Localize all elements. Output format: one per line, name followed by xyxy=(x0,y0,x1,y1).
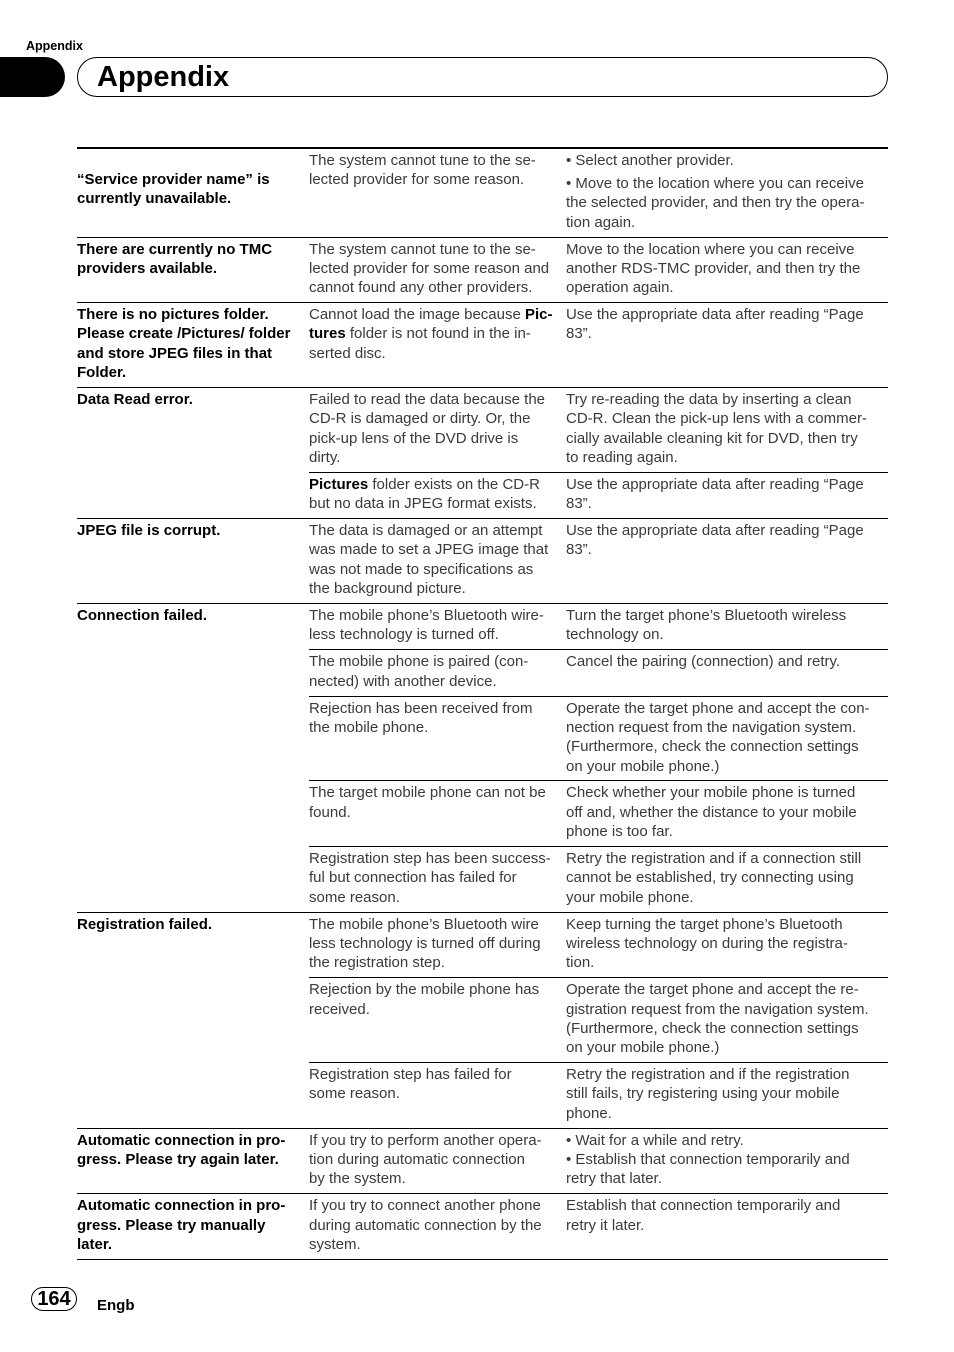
error-cause: The data is damaged or an attempt was made to set a JPEG image that was not made to specifications as the background picture. xyxy=(309,522,549,598)
error-action: Move to the location where you can receive another RDS-TMC provider, and then try the operation again. xyxy=(566,240,861,297)
error-cause: Failed to read the data because the CD-R is damaged or dirty. Or, the pick-up lens of the DVD drive is dirty. xyxy=(309,391,546,466)
table-row xyxy=(77,237,888,303)
table-entry xyxy=(309,649,888,695)
table-row xyxy=(77,302,888,387)
section-title-box xyxy=(77,57,888,97)
row-entries xyxy=(309,913,888,1128)
error-message: Automatic connection in pro- gress. Please try again later. xyxy=(77,1131,286,1168)
row-entries xyxy=(309,519,888,603)
text-run: folder exists on the CD-R but no data in JPEG format exists. xyxy=(309,475,540,513)
text-run: Cannot load the image because xyxy=(309,306,525,324)
error-action: Use the appropriate data after reading “Page 83”. xyxy=(566,522,864,559)
error-action: Check whether your mobile phone is turned off and, whether the distance to your mobile phone is too far. xyxy=(566,784,857,841)
error-message: Registration failed. xyxy=(77,915,213,933)
emphasized-term: Pic- tures xyxy=(309,306,553,343)
error-cause: If you try to connect another phone during automatic connection by the system. xyxy=(309,1197,542,1253)
table-row xyxy=(77,387,888,518)
error-action: • Wait for a while and retry. • Establish that connection temporarily and retry that later. xyxy=(566,1131,850,1188)
page-number: 164 xyxy=(37,1288,71,1310)
error-cause xyxy=(309,303,566,368)
error-action: Establish that connection temporarily and retry it later. xyxy=(566,1197,841,1234)
running-head: Appendix xyxy=(26,39,83,53)
error-action-paragraph: • Select another provider. xyxy=(566,152,734,169)
table-row xyxy=(77,518,888,603)
error-cause: Rejection by the mobile phone has received. xyxy=(309,981,540,1018)
language-code: Engb xyxy=(97,1297,135,1314)
error-cause: The mobile phone is paired (con- nected) with another device. xyxy=(309,653,529,690)
error-cause: Registration step has failed for some reason. xyxy=(309,1066,512,1103)
table-row xyxy=(77,603,888,912)
page-number-badge xyxy=(31,1287,77,1311)
error-action: Retry the registration and if a connection still cannot be established, try connecting using your mobile phone. xyxy=(566,850,862,906)
error-action: Cancel the pairing (connection) and retry. xyxy=(566,653,841,671)
table-row xyxy=(77,149,888,237)
error-cause: Registration step has been success- ful but connection has failed for some reason. xyxy=(309,850,551,906)
error-cause: Rejection has been received from the mobile phone. xyxy=(309,699,533,736)
table-entry xyxy=(309,1194,888,1259)
table-row xyxy=(77,1128,888,1194)
table-entry xyxy=(309,846,888,912)
error-cause: The mobile phone’s Bluetooth wire- less technology is turned off. xyxy=(309,607,544,644)
error-action: Operate the target phone and accept the re- gistration request from the navigation system. (Furthermore, check the connection settings on your mobile phone.) xyxy=(566,981,869,1057)
row-entries xyxy=(309,149,888,237)
table-entry xyxy=(309,780,888,846)
error-cause xyxy=(309,473,566,518)
error-cause: If you try to perform another opera- tion during automatic connection by the system. xyxy=(309,1131,542,1188)
row-entries xyxy=(309,238,888,303)
error-action xyxy=(566,149,888,237)
table-entry xyxy=(309,604,888,649)
row-entries xyxy=(309,1194,888,1259)
emphasized-term: Pictures xyxy=(309,475,369,493)
error-table xyxy=(77,147,888,1260)
table-entry xyxy=(309,472,888,518)
error-message: Automatic connection in pro- gress. Please try manually later. xyxy=(77,1197,286,1253)
table-entry xyxy=(309,238,888,303)
text-run: folder is not found in the in- serted disc. xyxy=(309,325,531,362)
error-message: Connection failed. xyxy=(77,607,208,625)
error-message: There is no pictures folder. Please create /Pictures/ folder and store JPEG files in that Folder. xyxy=(77,306,291,382)
table-entry xyxy=(309,149,888,237)
table-entry xyxy=(309,303,888,368)
error-message: Data Read error. xyxy=(77,391,193,409)
table-entry xyxy=(309,1129,888,1194)
error-action: Use the appropriate data after reading “Page 83”. xyxy=(566,306,864,343)
error-action: Keep turning the target phone’s Bluetooth wireless technology on during the registra- tion. xyxy=(566,915,848,972)
error-action: Retry the registration and if the registration still fails, try registering using your mobile phone. xyxy=(566,1066,850,1122)
error-cause: The target mobile phone can not be found. xyxy=(309,784,546,821)
error-action: Use the appropriate data after reading “Page 83”. xyxy=(566,475,864,513)
error-message: There are currently no TMC providers available. xyxy=(77,240,273,277)
error-action: Try re-reading the data by inserting a clean CD-R. Clean the pick-up lens with a commer- cially available cleaning kit for DVD, then try to reading again. xyxy=(566,391,867,466)
error-message: JPEG file is corrupt. xyxy=(77,522,221,540)
section-title: Appendix xyxy=(97,61,230,93)
table-entry xyxy=(309,977,888,1062)
section-tab-marker xyxy=(0,57,65,97)
error-cause: The system cannot tune to the se- lected provider for some reason and cannot found any other providers. xyxy=(309,240,550,297)
row-entries xyxy=(309,303,888,387)
row-entries xyxy=(309,604,888,912)
error-action: Turn the target phone’s Bluetooth wireless technology on. xyxy=(566,607,847,644)
table-entry xyxy=(309,519,888,603)
table-row xyxy=(77,912,888,1128)
error-cause: The system cannot tune to the se- lected provider for some reason. xyxy=(309,152,536,189)
table-row xyxy=(77,1193,888,1259)
error-message: “Service provider name” is currently unavailable. xyxy=(77,171,270,208)
table-entry xyxy=(309,696,888,781)
table-entry xyxy=(309,1062,888,1128)
error-action: Operate the target phone and accept the con- nection request from the navigation system. (Furthermore, check the connection settings on your mobile phone.) xyxy=(566,699,870,775)
error-cause: The mobile phone’s Bluetooth wire less technology is turned off during the registration step. xyxy=(309,915,541,972)
error-action-paragraph: • Move to the location where you can receive the selected provider, and then try the opera- tion again. xyxy=(566,174,865,231)
row-entries xyxy=(309,1129,888,1194)
table-entry xyxy=(309,913,888,978)
table-entry xyxy=(309,388,888,472)
row-entries xyxy=(309,388,888,518)
